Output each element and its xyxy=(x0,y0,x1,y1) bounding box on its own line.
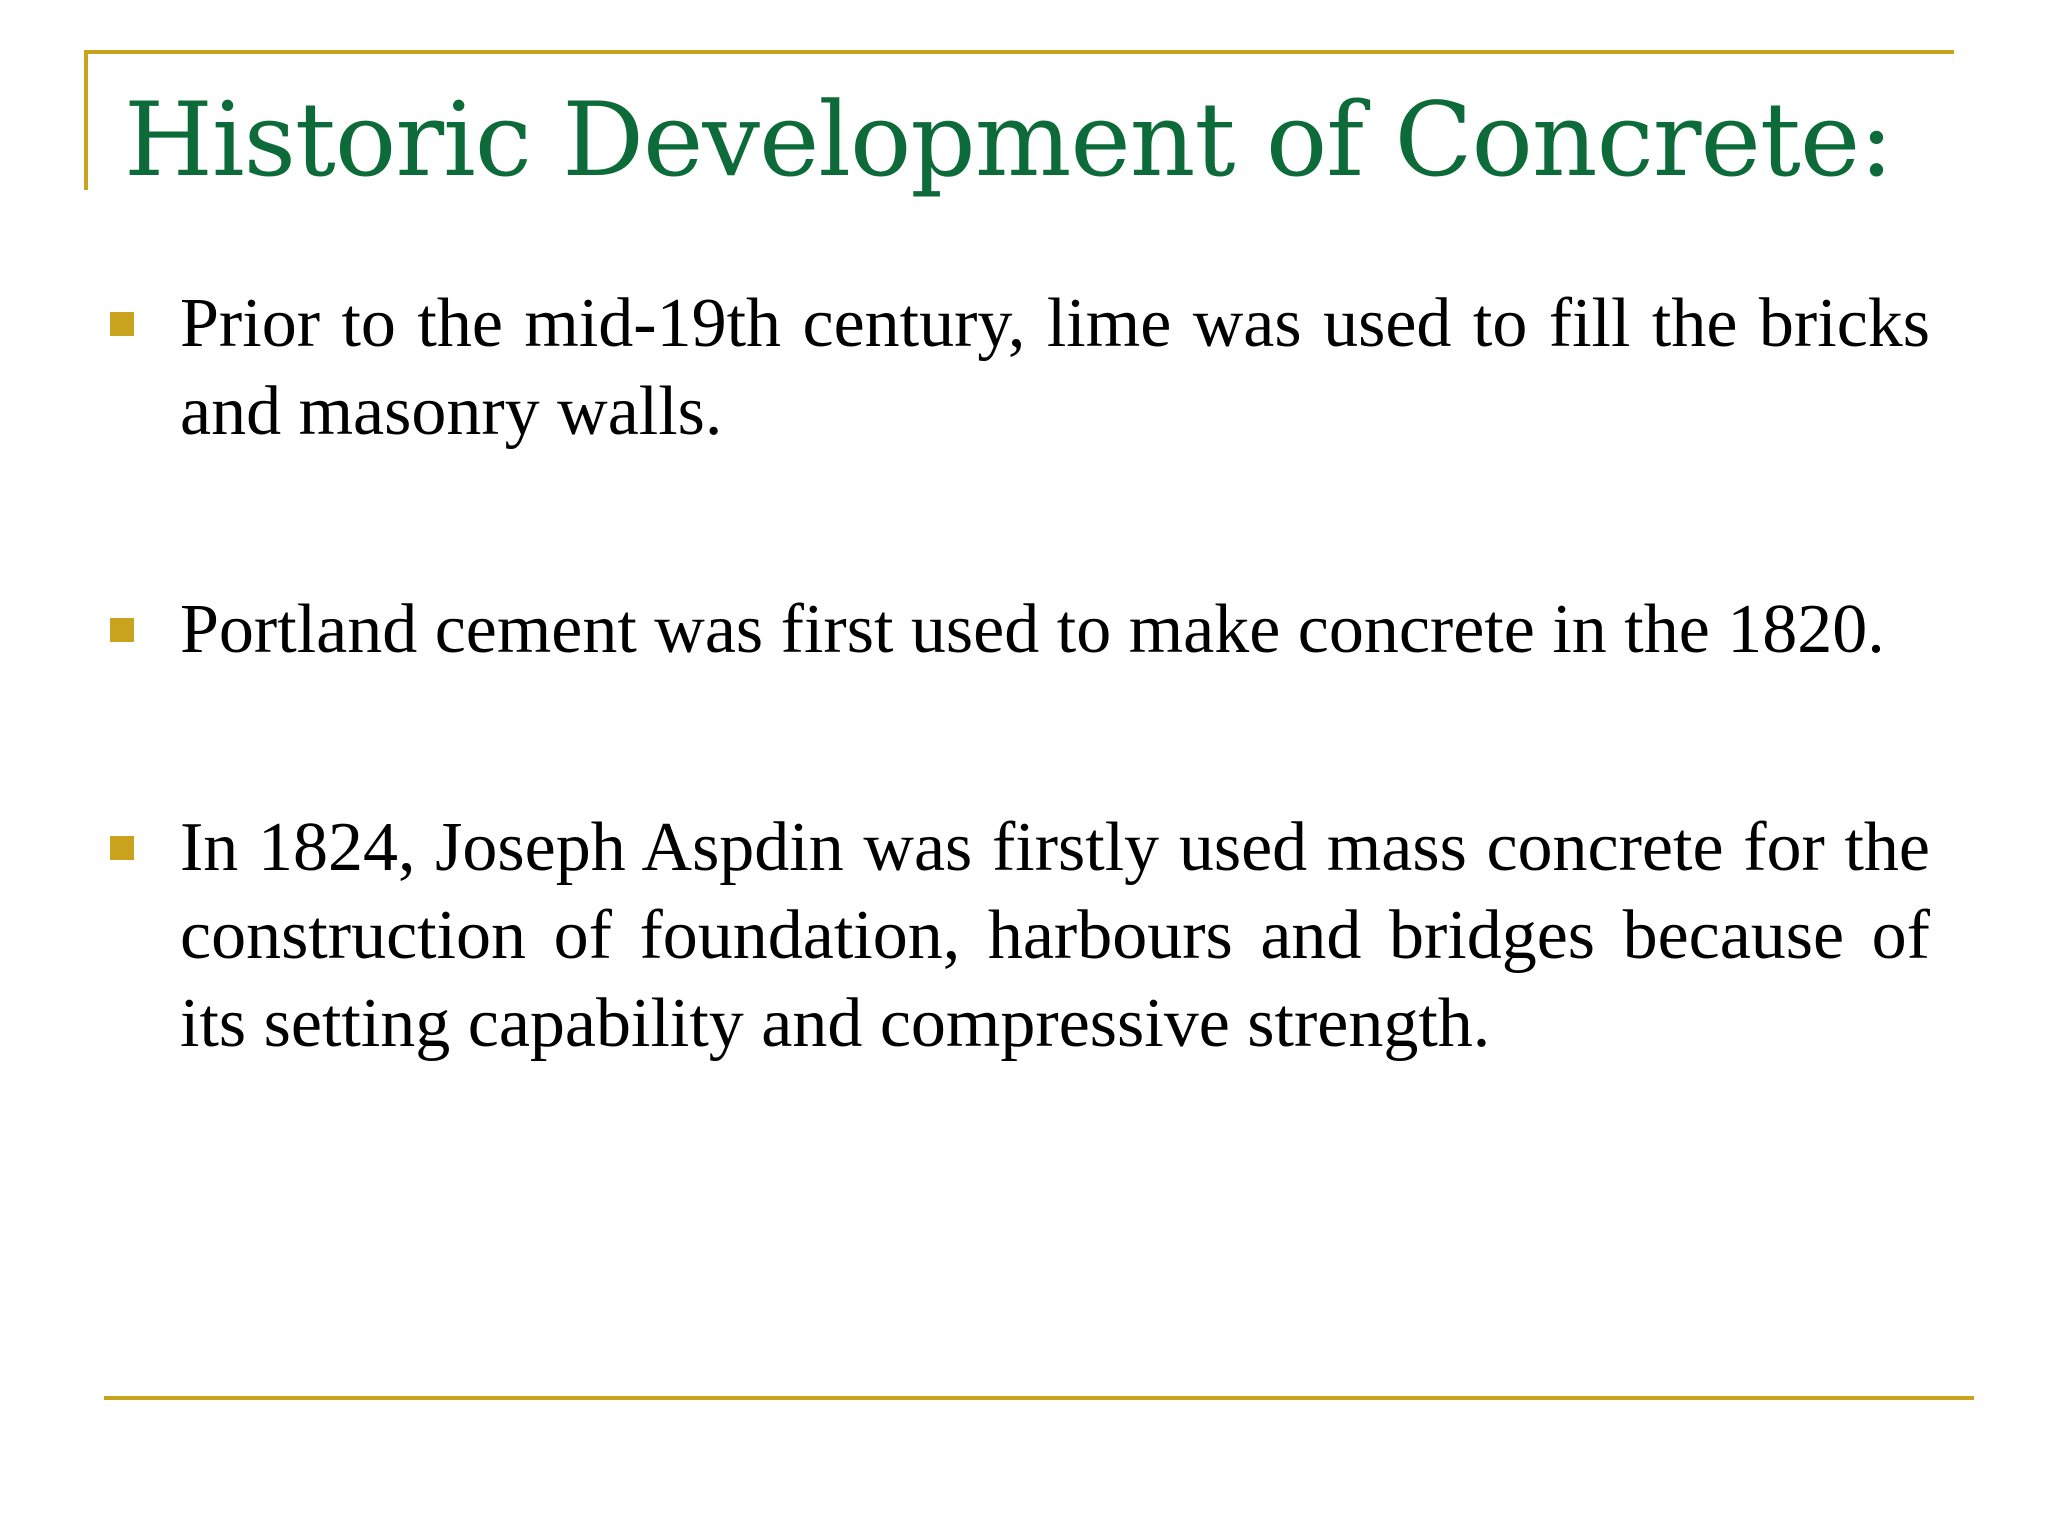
bullet-item xyxy=(100,586,1930,674)
bottom-accent-rule xyxy=(104,1396,1974,1400)
bullet-item xyxy=(100,280,1930,456)
bullet-text: In 1824, Joseph Aspdin was firstly used mass concrete for the construction of foundation, harbours and bridges because of its setting capability and compressive strength. xyxy=(180,809,1930,1062)
top-accent-rule xyxy=(84,50,1954,54)
bullet-list xyxy=(100,280,1930,1068)
slide-title: Historic Development of Concrete: xyxy=(124,81,1893,200)
bullet-item xyxy=(100,804,1930,1068)
square-bullet-icon xyxy=(110,312,134,336)
square-bullet-icon xyxy=(110,836,134,860)
left-accent-rule xyxy=(84,50,88,190)
bullet-text: Portland cement was first used to make concrete in the 1820. xyxy=(180,591,1885,668)
square-bullet-icon xyxy=(110,618,134,642)
bullet-text: Prior to the mid-19th century, lime was used to fill the bricks and masonry walls. xyxy=(180,285,1930,450)
